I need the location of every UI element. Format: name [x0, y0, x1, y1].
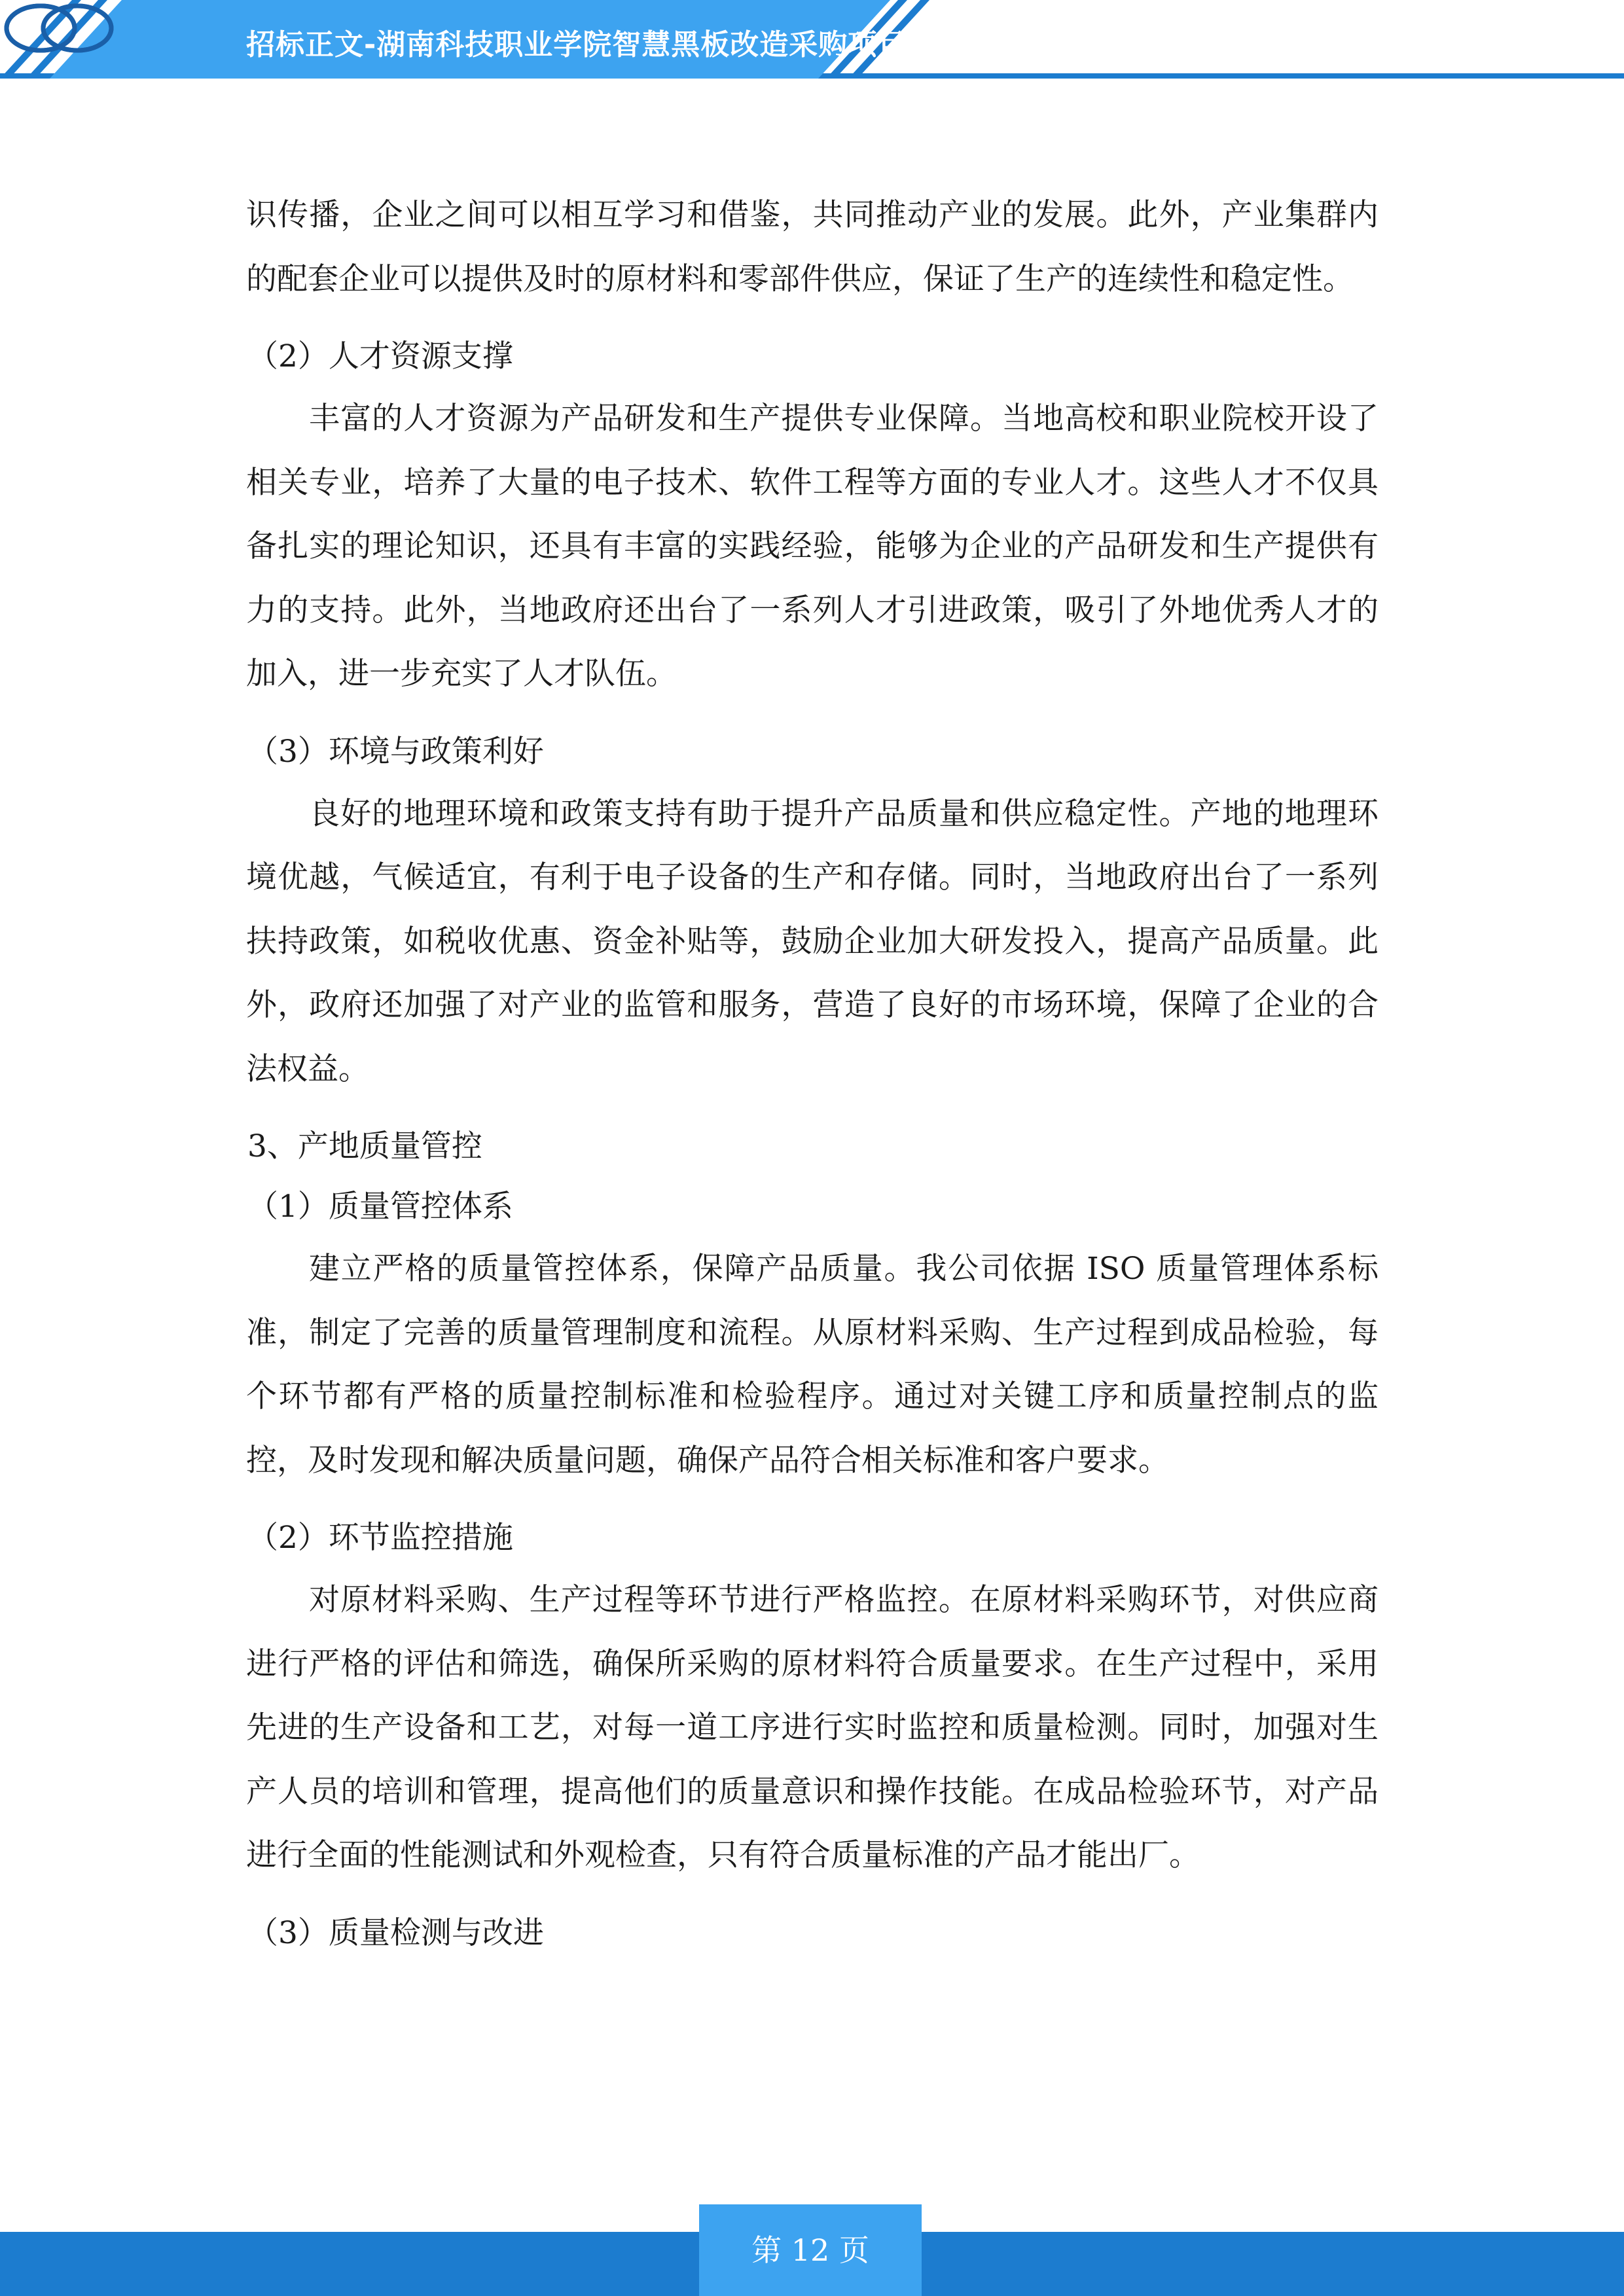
document-title: 招标正文-湖南科技职业学院智慧黑板改造采购项目	[246, 28, 907, 62]
subheading-talent-support: （2）人才资源支撑	[247, 338, 513, 374]
subheading-quality-system: （1）质量管控体系	[247, 1189, 513, 1225]
page-number: 第 12 页	[751, 2233, 869, 2268]
paragraph-quality-system: 建立严格的质量管控体系，保障产品质量。我公司依据 ISO 质量管理体系标准，制定了完善的质量管理制度和流程。从原材料采购、生产过程到成品检验，每个环节都有严格的质量控制标准和检验程序。通过对关键工序和质量控制点的监控，及时发现和解决质量问题，确保产品符合相关标准和客户要求。	[246, 1251, 1379, 1479]
subheading-monitoring-measures: （2）环节监控措施	[247, 1520, 513, 1556]
double-ring-logo-icon	[0, 0, 118, 56]
subheading-quality-testing: （3）质量检测与改进	[247, 1914, 544, 1951]
paragraph-monitoring-measures: 对原材料采购、生产过程等环节进行严格监控。在原材料采购环节，对供应商进行严格的评估和筛选，确保所采购的原材料符合质量要求。在生产过程中，采用先进的生产设备和工艺，对每一道工序进行实时监控和质量检测。同时，加强对生产人员的培训和管理，提高他们的质量意识和操作技能。在成品检验环节，对产品进行全面的性能测试和外观检查，只有符合质量标准的产品才能出厂。	[246, 1582, 1379, 1873]
page-number-box	[699, 2204, 922, 2296]
paragraph-environment-policy: 良好的地理环境和政策支持有助于提升产品质量和供应稳定性。产地的地理环境优越，气候适宜，有利于电子设备的生产和存储。同时，当地政府出台了一系列扶持政策，如税收优惠、资金补贴等，鼓励企业加大研发投入，提高产品质量。此外，政府还加强了对产业的监管和服务，营造了良好的市场环境，保障了企业的合法权益。	[246, 795, 1379, 1087]
document-body	[246, 183, 1379, 1964]
paragraph-talent-support: 丰富的人才资源为产品研发和生产提供专业保障。当地高校和职业院校开设了相关专业，培养了大量的电子技术、软件工程等方面的专业人才。这些人才不仅具备扎实的理论知识，还具有丰富的实践经验，能够为企业的产品研发和生产提供有力的支持。此外，当地政府还出台了一系列人才引进政策，吸引了外地优秀人才的加入，进一步充实了人才队伍。	[246, 401, 1379, 692]
page-header	[0, 0, 1624, 85]
section-heading-quality-control: 3、产地质量管控	[247, 1128, 482, 1164]
paragraph-industry-cluster: 识传播，企业之间可以相互学习和借鉴，共同推动产业的发展。此外，产业集群内的配套企业可以提供及时的原材料和零部件供应，保证了生产的连续性和稳定性。	[246, 197, 1379, 297]
subheading-environment-policy: （3）环境与政策利好	[247, 733, 544, 770]
